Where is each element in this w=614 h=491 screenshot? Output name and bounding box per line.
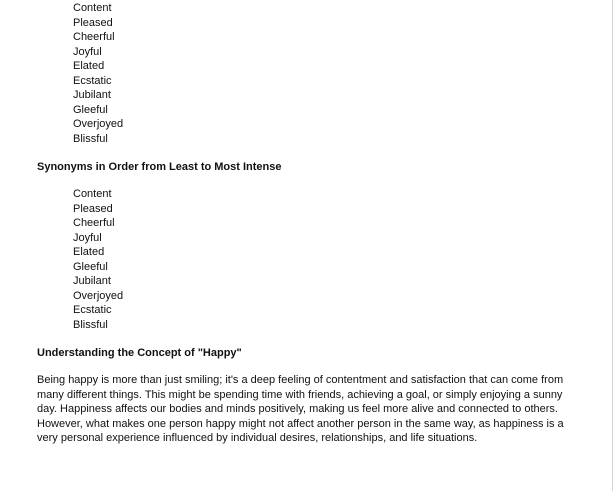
- list-text: Cheerful: [73, 31, 115, 43]
- list-text: Jubilant: [73, 275, 111, 287]
- list-text: Elated: [73, 246, 105, 258]
- list-text: Content: [73, 188, 112, 200]
- list-item: [0, 202, 300, 217]
- list-item: [0, 1, 300, 16]
- list-text: Content: [73, 2, 112, 14]
- list-text: Overjoyed: [73, 289, 124, 302]
- list-text: Gleeful: [73, 260, 108, 273]
- list-item: [0, 187, 300, 202]
- section-heading-intensity: Synonyms in Order from Least to Most Intense: [37, 161, 282, 173]
- list-item: [0, 289, 300, 304]
- list-item: [0, 216, 300, 231]
- list-item: [0, 117, 300, 132]
- list-item: [0, 30, 300, 45]
- list-text: Joyful: [73, 231, 102, 244]
- list-text: Jubilant: [73, 89, 111, 101]
- list-text: Joyful: [73, 45, 102, 58]
- list-item: [0, 88, 300, 103]
- list-item: [0, 132, 300, 147]
- list-text: Elated: [73, 60, 105, 72]
- list-text: Blissful: [73, 318, 108, 331]
- list-item: [0, 303, 300, 318]
- list-item: [0, 231, 300, 246]
- list-text: Cheerful: [73, 217, 115, 229]
- list-item: [0, 16, 300, 31]
- list-item: [0, 45, 300, 60]
- list-item: [0, 59, 300, 74]
- list-text: Overjoyed: [73, 118, 124, 130]
- list-item: [0, 245, 300, 260]
- list-text: Ecstatic: [73, 304, 112, 316]
- concept-paragraph: Being happy is more than just smiling; it's a deep feeling of contentment and satisfaction that can come from many different things. This might be spending time with friends, achieving a goal, or simply enjoying a sunny day. Happiness affects our bodies and minds positively, making us feel more alive and connected to others. However, what makes one person happy might not affect another person in the same way, as happiness is a very personal experience influenced by individual desires, relationships, and life situations.: [37, 374, 564, 444]
- list-item: [0, 260, 300, 275]
- list-text: Gleeful: [73, 103, 108, 116]
- list-item: [0, 318, 300, 333]
- list-item: [0, 74, 300, 89]
- list-text: Blissful: [73, 132, 108, 145]
- list-item: [0, 103, 300, 118]
- section-heading-concept: Understanding the Concept of "Happy": [37, 347, 242, 359]
- synonyms-list-by-intensity: [0, 187, 300, 332]
- synonyms-list-unordered-intensity: [0, 1, 300, 146]
- list-text: Pleased: [73, 202, 113, 215]
- list-text: Pleased: [73, 16, 113, 29]
- list-item: [0, 274, 300, 289]
- list-text: Ecstatic: [73, 74, 112, 87]
